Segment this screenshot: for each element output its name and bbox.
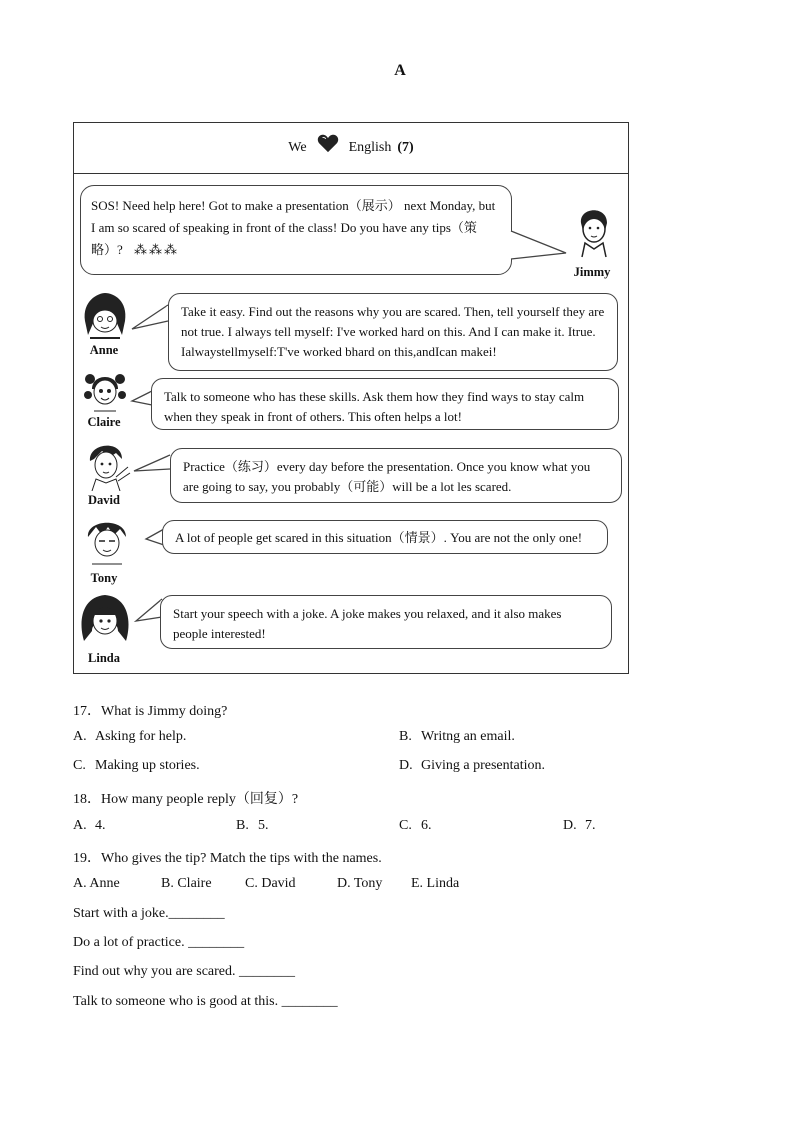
- option-letter: A.: [73, 818, 87, 833]
- section-heading: A: [394, 62, 406, 79]
- jimmy-message: SOS! Need help here! Got to make a presentation（展示） next Monday, but I am so scared of speaking in front of the class! Do you have any tips（策略）?: [91, 198, 496, 257]
- poster-title: [74, 123, 628, 174]
- q19-item-talk[interactable]: Talk to someone who is good at this. ________: [73, 994, 338, 1009]
- tony-avatar: [82, 515, 132, 565]
- q17-option-c[interactable]: [73, 758, 200, 774]
- option-letter: C.: [399, 818, 412, 833]
- name-option-c: C. David: [245, 876, 296, 891]
- linda-name: Linda: [88, 651, 120, 665]
- title-number: (7): [397, 140, 414, 155]
- claire-message: Talk to someone who has these skills. Ask them how they find ways to stay calm when they speak in front of others. This often helps a lot!: [164, 389, 585, 424]
- title-english: English: [348, 140, 392, 155]
- q19-item-practice[interactable]: Do a lot of practice. ________: [73, 935, 245, 950]
- anne-name: Anne: [89, 343, 119, 357]
- anne-bubble-tail: [130, 305, 170, 335]
- option-letter: D.: [563, 818, 577, 833]
- q19-item-joke[interactable]: Start with a joke.________: [73, 906, 225, 921]
- david-message: Practice（练习）every day before the presentation. Once you know what you are going to say, you probably（可能）will be a lot les scared.: [183, 459, 591, 494]
- q18-option-c[interactable]: [399, 818, 432, 834]
- q17-option-b[interactable]: [399, 729, 515, 745]
- q19-name-list: [73, 876, 459, 892]
- tony-message: A lot of people get scared in this situation（情景）. You are not the only one!: [175, 530, 583, 545]
- option-text: Making up stories.: [95, 758, 200, 773]
- option-letter: B.: [236, 818, 249, 833]
- q18-stem: 18．How many people reply（回复）?: [73, 792, 299, 807]
- anne-avatar: [80, 291, 130, 341]
- option-letter: C.: [73, 758, 86, 773]
- poster-frame: [73, 122, 629, 674]
- claire-bubble: [151, 378, 619, 430]
- option-text: Asking for help.: [95, 729, 187, 744]
- q19-stem: 19．Who gives the tip? Match the tips with the names.: [73, 851, 382, 866]
- option-text: Giving a presentation.: [421, 758, 546, 773]
- heart-icon: [317, 133, 339, 153]
- jimmy-emoji: ⁂⁂⁂: [134, 242, 180, 257]
- anne-message: Take it easy. Find out the reasons why you are scared. Then, tell yourself they are not true. I always tell myself: I've worked hard on this. And I can make it. Itrue. Ialwaystellmyself:T've worked bhard on this,andIcan makei!: [181, 304, 605, 359]
- tony-name: Tony: [90, 571, 118, 585]
- q17-stem: 17．What is Jimmy doing?: [73, 704, 228, 719]
- option-text: 5.: [258, 818, 269, 833]
- option-letter: A.: [73, 729, 87, 744]
- david-avatar: [82, 437, 132, 491]
- name-option-d: D. Tony: [337, 876, 383, 891]
- option-text: 4.: [95, 818, 106, 833]
- q18-option-a[interactable]: [73, 818, 106, 834]
- david-name: David: [88, 493, 120, 507]
- tony-bubble: [162, 520, 608, 554]
- jimmy-avatar: [569, 201, 619, 259]
- jimmy-name: Jimmy: [573, 265, 611, 279]
- option-letter: D.: [399, 758, 413, 773]
- q17-option-d[interactable]: [399, 758, 545, 774]
- q18-option-b[interactable]: [236, 818, 269, 834]
- name-option-b: B. Claire: [161, 876, 212, 891]
- q18-option-d[interactable]: [563, 818, 596, 834]
- jimmy-bubble-tail: [511, 231, 571, 263]
- claire-avatar: [80, 367, 130, 413]
- option-text: Writng an email.: [421, 729, 515, 744]
- option-text: 6.: [421, 818, 432, 833]
- option-text: 7.: [585, 818, 596, 833]
- jimmy-bubble: [80, 185, 512, 275]
- linda-avatar: [78, 591, 132, 647]
- name-option-a: A. Anne: [73, 876, 120, 891]
- q17-option-a[interactable]: [73, 729, 186, 745]
- name-option-e: E. Linda: [411, 876, 460, 891]
- option-letter: B.: [399, 729, 412, 744]
- q19-item-scared[interactable]: Find out why you are scared. ________: [73, 964, 296, 979]
- anne-bubble: [168, 293, 618, 371]
- linda-bubble: [160, 595, 612, 649]
- linda-message: Start your speech with a joke. A joke makes you relaxed, and it also makes people interested!: [173, 606, 562, 641]
- title-we: We: [288, 140, 307, 155]
- david-bubble: [170, 448, 622, 503]
- david-bubble-tail: [132, 455, 172, 477]
- claire-name: Claire: [87, 415, 121, 429]
